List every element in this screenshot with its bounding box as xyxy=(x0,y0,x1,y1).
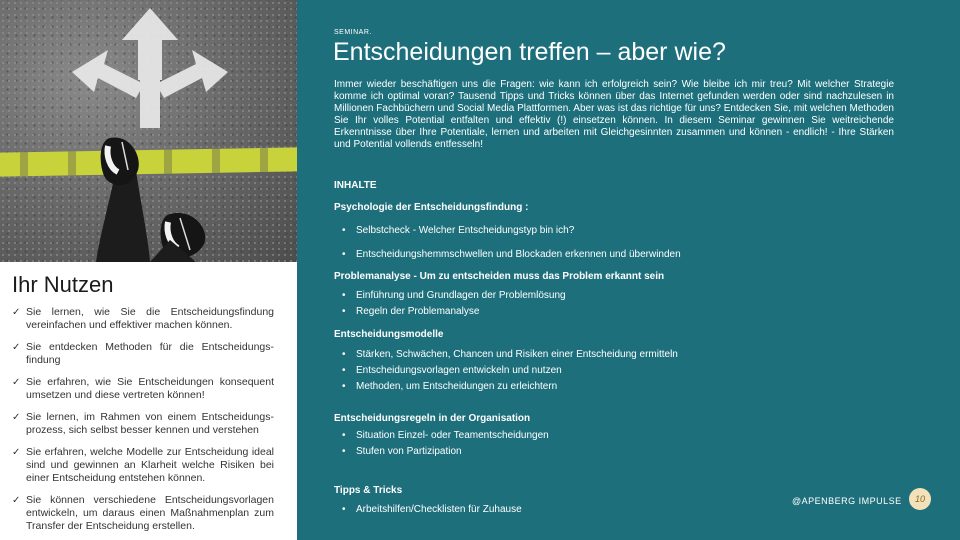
contents-heading: INHALTE xyxy=(334,180,377,191)
benefit-item: ✓ Sie können verschiedene Entscheidungsvorlagen entwickeln, um daraus einen Maßnahmenplan zum Transfer der Entscheidung erstellen. xyxy=(12,494,274,532)
benefits-list xyxy=(12,306,274,540)
check-icon: ✓ xyxy=(12,495,21,506)
section-label-tips: Tipps & Tricks xyxy=(334,485,403,496)
section-list-decision-rules xyxy=(342,428,549,460)
page-number-badge: 10 xyxy=(909,488,931,510)
list-item: • Einführung und Grundlagen der Problemlösung xyxy=(342,290,566,301)
sneakers-icon xyxy=(96,138,205,262)
list-item: • Entscheidungshemmschwellen und Blockaden erkennen und überwinden xyxy=(342,249,681,260)
list-item: • Stärken, Schwächen, Chancen und Risiken einer Entscheidung ermitteln xyxy=(342,349,678,360)
section-list-psychology xyxy=(342,223,681,263)
list-item: • Situation Einzel- oder Teamentscheidungen xyxy=(342,430,549,441)
intro-paragraph: Immer wieder beschäftigen uns die Fragen: wie kann ich erfolgreich sein? Wie bleibe ich mir treu? Mit welcher Strategie komme ich optimal voran? Tausend Tipps und Tricks können über das Internet gefunden werden oder sind nachzulesen in Millionen Fachbüchern und Social Media Plattformen. Aber was ist das richtige für uns? Entdecken Sie, mit welchen Methoden Sie Ihr volles Potential entfalten und effektiv (!) einsetzen können. In diesem Seminar gewinnen Sie weitreichende Erkenntnisse über Ihre Potentiale, lernen und arbeiten mit Gleichgesinnten zusammen und können - endlich! - Ihre Stärken und Potential vollends entfesseln! xyxy=(334,79,894,150)
benefit-item: ✓ Sie erfahren, wie Sie Entscheidungen konsequent umsetzen und diese vertreten können! xyxy=(12,376,274,401)
section-list-decision-models xyxy=(342,347,678,395)
page-title: Entscheidungen treffen – aber wie? xyxy=(333,38,726,66)
list-item: • Selbstcheck - Welcher Entscheidungstyp bin ich? xyxy=(342,225,575,236)
section-list-problem-analysis xyxy=(342,288,566,320)
benefit-item: ✓ Sie lernen, wie Sie die Entscheidungsfindung vereinfachen und effektiver machen können. xyxy=(12,306,274,331)
hero-photo xyxy=(0,0,297,262)
check-icon: ✓ xyxy=(12,307,21,318)
check-icon: ✓ xyxy=(12,412,21,423)
list-item: • Regeln der Problemanalyse xyxy=(342,306,480,317)
benefit-item: ✓ Sie lernen, im Rahmen von einem Entscheidungs-prozess, sich selbst besser kennen und verstehen xyxy=(12,411,274,436)
seminar-overline: SEMINAR. xyxy=(334,29,372,36)
benefits-heading: Ihr Nutzen xyxy=(12,272,114,297)
direction-arrows-icon xyxy=(72,8,228,128)
list-item: • Entscheidungsvorlagen entwickeln und nutzen xyxy=(342,365,562,376)
section-list-tips xyxy=(342,502,522,518)
section-label-problem-analysis: Problemanalyse - Um zu entscheiden muss das Problem erkannt sein xyxy=(334,271,665,282)
list-item: • Methoden, um Entscheidungen zu erleichtern xyxy=(342,381,558,392)
list-item: • Stufen von Partizipation xyxy=(342,446,462,457)
benefit-item: ✓ Sie entdecken Methoden für die Entscheidungs-findung xyxy=(12,341,274,366)
check-icon: ✓ xyxy=(12,377,21,388)
section-label-psychology: Psychologie der Entscheidungsfindung : xyxy=(334,202,529,213)
arrows-and-shoes-illustration xyxy=(0,0,297,262)
footer-brand: @APENBERG IMPULSE xyxy=(792,496,902,506)
section-label-decision-rules: Entscheidungsregeln in der Organisation xyxy=(334,413,531,424)
check-icon: ✓ xyxy=(12,447,21,458)
benefit-item: ✓ Sie erfahren, welche Modelle zur Entscheidung ideal sind und gewinnen an Klarheit welche Risiken bei einer Entscheidung entstehen können. xyxy=(12,446,274,484)
list-item: • Arbeitshilfen/Checklisten für Zuhause xyxy=(342,504,522,515)
check-icon: ✓ xyxy=(12,342,21,353)
section-label-decision-models: Entscheidungsmodelle xyxy=(334,329,444,340)
